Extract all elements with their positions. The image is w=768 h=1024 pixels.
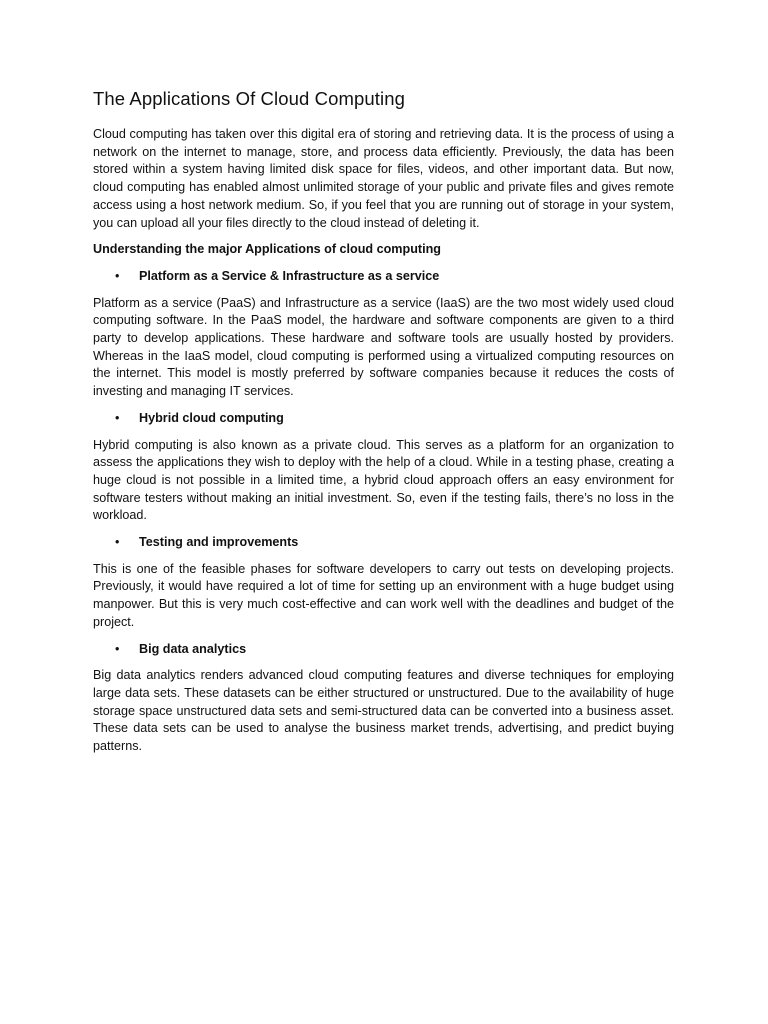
bullet-icon: • bbox=[115, 410, 120, 425]
bullet-heading-label: Platform as a Service & Infrastructure as a service bbox=[139, 268, 440, 283]
hybrid-cloud-paragraph: Hybrid computing is also known as a private cloud. This serves as a platform for an organization to assess the applications they wish to deploy with the help of a cloud. While in a testing phase, creating a huge cloud is not possible in a limited time, a hybrid cloud approach offers an easy environment for software testers without making an initial investment. So, even if the testing fails, there’s no loss in the workload. bbox=[93, 437, 674, 523]
bullet-heading-label: Testing and improvements bbox=[139, 535, 299, 550]
document-title: The Applications Of Cloud Computing bbox=[93, 88, 406, 109]
bullet-heading-label: Big data analytics bbox=[139, 641, 247, 656]
bullet-heading-big-data bbox=[93, 641, 674, 659]
testing-paragraph: This is one of the feasible phases for software developers to carry out tests on developing projects. Previously, it would have required a lot of time for setting up an environment with a huge budget using manpower. But this is very much cost-effective and can work well with the deadlines and budget of the project. bbox=[93, 561, 674, 629]
bullet-heading-paas-iaas bbox=[93, 268, 674, 286]
paas-iaas-paragraph: Platform as a service (PaaS) and Infrastructure as a service (IaaS) are the two most widely used cloud computing software. In the PaaS model, the hardware and software components are given to a third party to develop applications. These hardware and software tools are usually hosted by providers. Whereas in the IaaS model, cloud computing is performed using a virtualized computing resources on the internet. This model is mostly preferred by software companies because it reduces the costs of investing and managing IT services. bbox=[93, 295, 674, 399]
bullet-heading-hybrid-cloud bbox=[93, 410, 674, 428]
section-heading: Understanding the major Applications of cloud computing bbox=[93, 242, 441, 257]
big-data-paragraph: Big data analytics renders advanced cloud computing features and diverse techniques for employing large data sets. These datasets can be either structured or unstructured. Due to the availability of huge storage space unstructured data sets and semi-structured data can be converted into a business asset. These data sets can be used to analyse the business market trends, advertising, and predict buying patterns. bbox=[93, 668, 674, 754]
bullet-icon: • bbox=[115, 535, 120, 550]
intro-paragraph: Cloud computing has taken over this digital era of storing and retrieving data. It is the process of using a network on the internet to manage, store, and process data efficiently. Previously, the data has been stored within a system having limited disk space for files, videos, and other important data. But now, cloud computing has enabled almost unlimited storage of your public and private files and gives remote access using a host network medium. So, if you feel that you are running out of storage in your system, you can upload all your files directly to the cloud instead of deleting it. bbox=[93, 127, 674, 230]
document-page bbox=[93, 86, 674, 765]
bullet-icon: • bbox=[115, 268, 120, 283]
bullet-heading-testing bbox=[93, 534, 674, 552]
bullet-heading-label: Hybrid cloud computing bbox=[139, 410, 284, 425]
bullet-icon: • bbox=[115, 641, 120, 656]
